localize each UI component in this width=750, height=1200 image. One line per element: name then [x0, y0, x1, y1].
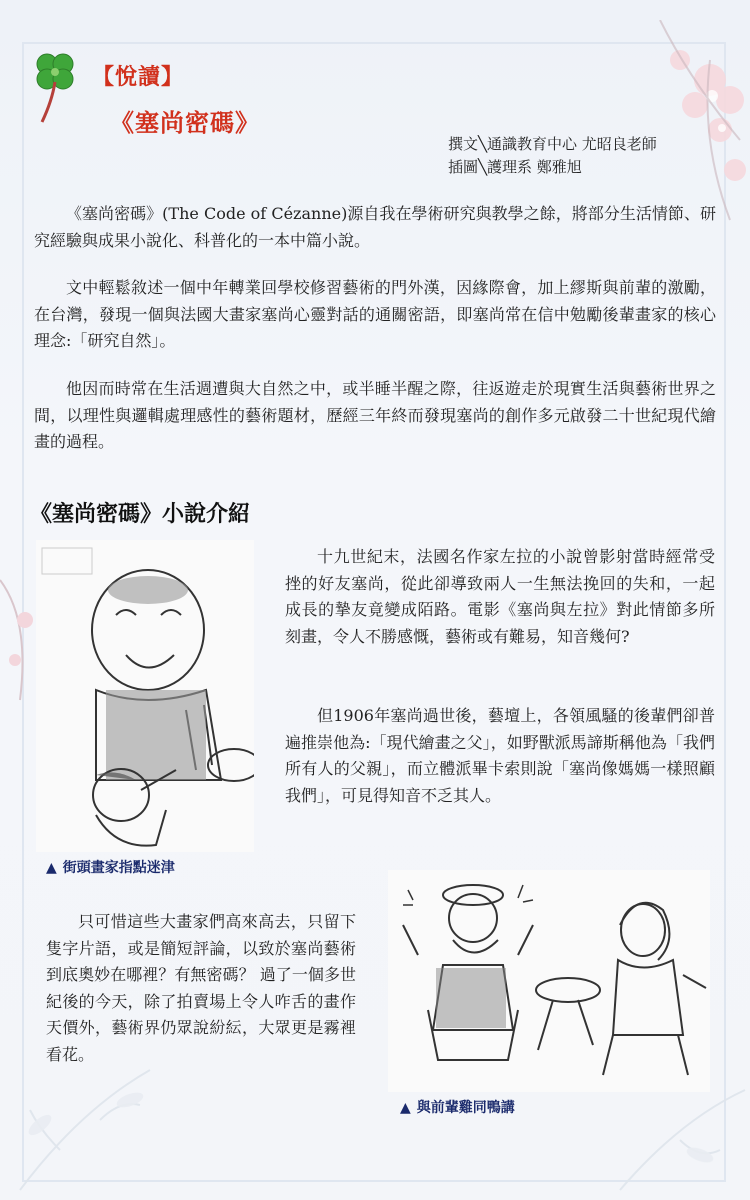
caption-illustration-1 — [46, 857, 175, 877]
caption-2-text: 與前輩雞同鴨講 — [416, 1100, 515, 1116]
body-paragraph-2: 但1906年塞尚過世後，藝壇上，各領風騷的後輩們卻普遍推崇他為:「現代繪畫之父」，如野獸派馬諦斯稱他為「我們所有人的父親」，而立體派畢卡索則說「塞尚像媽媽一樣照顧我們」，可見得知音不乏其人。 — [285, 706, 715, 805]
byline — [448, 133, 657, 179]
byline-illustrator: 插圖╲護理系 鄭雅旭 — [448, 158, 582, 176]
column-tag: 【悅讀】 — [92, 64, 185, 90]
intro-paragraph-1: 《塞尚密碼》(The Code of Cézanne)源自我在學術研究與教學之餘，將部分生活情節、研究經驗與成果小說化、科普化的一本中篇小說。 — [34, 204, 716, 250]
triangle-marker-icon: ▲ — [46, 860, 57, 876]
triangle-marker-icon: ▲ — [400, 1100, 411, 1116]
article-title: 《塞尚密碼》 — [110, 108, 260, 137]
body-paragraph-1: 十九世紀末，法國名作家左拉的小說曾影射當時經常受挫的好友塞尚，從此卻導致兩人一生無法挽回的失和，一起成長的摯友竟變成陌路。電影《塞尚與左拉》對此情節多所刻畫，令人不勝感慨，藝術或有難易，知音幾何? — [285, 547, 715, 646]
intro-paragraph-3: 他因而時常在生活週遭與大自然之中，或半睡半醒之際，往返遊走於現實生活與藝術世界之間，以理性與邏輯處理感性的藝術題材，歷經三年終而發現塞尚的創作多元啟發二十世紀現代繪畫的過程。 — [34, 379, 716, 451]
illustration-talking-past-each-other — [388, 870, 710, 1092]
four-leaf-clover-icon — [30, 46, 80, 124]
byline-author: 撰文╲通識教育中心 尤昭良老師 — [448, 135, 657, 153]
caption-1-text: 街頭畫家指點迷津 — [62, 860, 175, 876]
caption-illustration-2 — [400, 1097, 515, 1117]
section-heading: 《塞尚密碼》小說介紹 — [30, 501, 251, 527]
illustration-street-painter — [36, 540, 254, 852]
body-paragraph-3: 只可惜這些大畫家們高來高去，只留下隻字片語，或是簡短評論，以致於塞尚藝術到底奧妙在哪裡？有無密碼？ 過了一個多世紀後的今天，除了拍賣場上令人咋舌的畫作天價外，藝術界仍眾說紛紜，大眾更是霧裡看花。 — [46, 912, 356, 1064]
intro-paragraph-2: 文中輕鬆敘述一個中年轉業回學校修習藝術的門外漢，因緣際會，加上繆斯與前輩的激勵，在台灣，發現一個與法國大畫家塞尚心靈對話的通關密語，即塞尚常在信中勉勵後輩畫家的核心理念:「研究自然」。 — [34, 278, 716, 350]
